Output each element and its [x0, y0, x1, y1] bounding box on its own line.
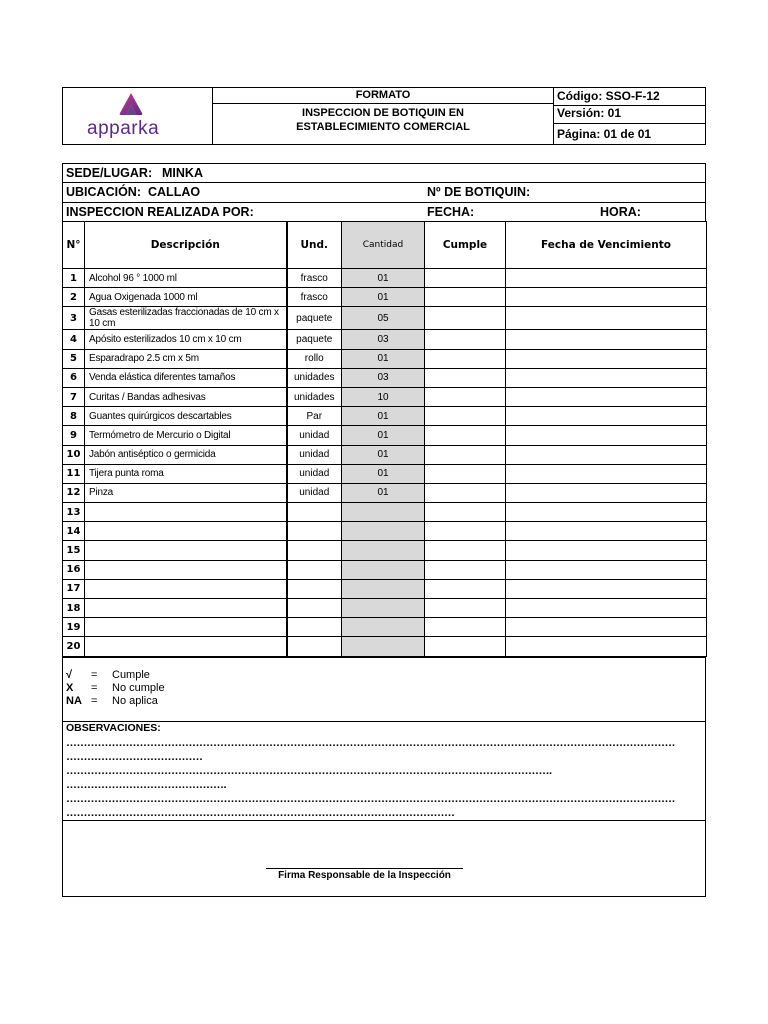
- row-number: 13: [63, 503, 85, 522]
- col-header-number: N°: [63, 222, 85, 269]
- table-row: [63, 560, 707, 579]
- row-quantity: [342, 599, 425, 618]
- row-number: 9: [63, 426, 85, 445]
- row-unit: unidad: [287, 483, 342, 502]
- row-expiry-date[interactable]: [506, 368, 707, 387]
- col-header-quantity: Cantidad: [342, 222, 425, 269]
- row-expiry-date[interactable]: [506, 579, 707, 598]
- row-expiry-date[interactable]: [506, 407, 707, 426]
- logo-text: apparka: [87, 118, 160, 139]
- row-unit: [287, 503, 342, 522]
- row-expiry-date[interactable]: [506, 269, 707, 288]
- row-expiry-date[interactable]: [506, 503, 707, 522]
- row-complies[interactable]: [425, 307, 506, 330]
- row-description: [85, 560, 287, 579]
- observations-lines: [66, 737, 702, 821]
- row-description: [85, 579, 287, 598]
- row-quantity: 03: [342, 368, 425, 387]
- row-complies[interactable]: [425, 368, 506, 387]
- row-complies[interactable]: [425, 407, 506, 426]
- row-expiry-date[interactable]: [506, 330, 707, 349]
- divider: [63, 820, 705, 821]
- row-description: Termómetro de Mercurio o Digital: [85, 426, 287, 445]
- row-number: 12: [63, 483, 85, 502]
- row-unit: [287, 599, 342, 618]
- divider: [63, 182, 705, 183]
- table-row: [63, 618, 707, 637]
- apparka-logo-icon: [116, 91, 146, 117]
- observation-line[interactable]: ……………………………………….: [66, 779, 227, 791]
- doc-page: Página: 01 de 01: [557, 127, 652, 141]
- hora-label: HORA:: [600, 205, 641, 219]
- divider: [63, 202, 705, 203]
- table-row: [63, 483, 707, 502]
- row-description: [85, 599, 287, 618]
- row-complies[interactable]: [425, 330, 506, 349]
- row-description: Gasas esterilizadas fraccionadas de 10 cm x 10 cm: [85, 307, 287, 330]
- row-complies[interactable]: [425, 464, 506, 483]
- row-number: 20: [63, 637, 85, 656]
- row-quantity: 01: [342, 269, 425, 288]
- footer-block: [62, 657, 706, 897]
- row-number: 2: [63, 288, 85, 307]
- doc-title: [213, 106, 553, 134]
- col-header-expiry: Fecha de Vencimiento: [506, 222, 707, 269]
- row-expiry-date[interactable]: [506, 637, 707, 656]
- row-number: 15: [63, 541, 85, 560]
- row-unit: [287, 522, 342, 541]
- row-expiry-date[interactable]: [506, 387, 707, 406]
- table-row: [63, 288, 707, 307]
- row-complies[interactable]: [425, 288, 506, 307]
- sede-label: SEDE/LUGAR:: [66, 166, 153, 180]
- row-expiry-date[interactable]: [506, 560, 707, 579]
- row-description: [85, 503, 287, 522]
- col-header-complies: Cumple: [425, 222, 506, 269]
- row-quantity: [342, 522, 425, 541]
- table-row: [63, 599, 707, 618]
- row-unit: paquete: [287, 307, 342, 330]
- row-complies[interactable]: [425, 541, 506, 560]
- row-complies[interactable]: [425, 579, 506, 598]
- row-complies[interactable]: [425, 445, 506, 464]
- row-description: [85, 637, 287, 656]
- row-complies[interactable]: [425, 560, 506, 579]
- table-row: [63, 407, 707, 426]
- legend-text: Cumple: [112, 669, 150, 681]
- table-row: [63, 269, 707, 288]
- row-expiry-date[interactable]: [506, 464, 707, 483]
- row-description: Jabón antiséptico o germicida: [85, 445, 287, 464]
- row-description: Tijera punta roma: [85, 464, 287, 483]
- table-row: [63, 426, 707, 445]
- row-unit: Par: [287, 407, 342, 426]
- row-number: 14: [63, 522, 85, 541]
- table-row: [63, 579, 707, 598]
- inspeccion-label: INSPECCION REALIZADA POR:: [66, 205, 254, 219]
- row-complies[interactable]: [425, 387, 506, 406]
- legend-equals: =: [91, 682, 98, 694]
- row-number: 7: [63, 387, 85, 406]
- row-quantity: 01: [342, 407, 425, 426]
- row-quantity: [342, 579, 425, 598]
- col-header-description: Descripción: [85, 222, 287, 269]
- row-number: 8: [63, 407, 85, 426]
- format-label: FORMATO: [213, 88, 553, 104]
- document-header: [62, 87, 706, 145]
- row-unit: [287, 579, 342, 598]
- row-unit: frasco: [287, 288, 342, 307]
- observation-line[interactable]: …………………………………………………………………………………………………: [66, 807, 455, 819]
- doc-title-line1: INSPECCION DE BOTIQUIN EN: [302, 107, 464, 119]
- row-expiry-date[interactable]: [506, 426, 707, 445]
- row-description: [85, 541, 287, 560]
- row-description: Apósito esterilizados 10 cm x 10 cm: [85, 330, 287, 349]
- row-complies[interactable]: [425, 618, 506, 637]
- items-table: [62, 221, 707, 657]
- table-row: [63, 330, 707, 349]
- row-number: 3: [63, 307, 85, 330]
- table-row: [63, 522, 707, 541]
- row-quantity: 10: [342, 387, 425, 406]
- row-unit: paquete: [287, 330, 342, 349]
- row-number: 10: [63, 445, 85, 464]
- row-quantity: 01: [342, 426, 425, 445]
- row-quantity: 03: [342, 330, 425, 349]
- row-quantity: [342, 541, 425, 560]
- table-row: [63, 503, 707, 522]
- legend-equals: =: [91, 695, 98, 707]
- sede-value: MINKA: [162, 166, 203, 180]
- table-row: [63, 445, 707, 464]
- row-quantity: [342, 637, 425, 656]
- row-expiry-date[interactable]: [506, 483, 707, 502]
- observation-line[interactable]: …………………………………………………………………………………………………………………………………………………………: [66, 793, 675, 805]
- row-unit: unidad: [287, 426, 342, 445]
- row-number: 1: [63, 269, 85, 288]
- botiquin-label: Nº DE BOTIQUIN:: [427, 185, 531, 199]
- row-expiry-date[interactable]: [506, 599, 707, 618]
- row-complies[interactable]: [425, 349, 506, 368]
- row-unit: [287, 541, 342, 560]
- row-unit: [287, 560, 342, 579]
- row-description: [85, 618, 287, 637]
- row-expiry-date[interactable]: [506, 522, 707, 541]
- table-row: [63, 349, 707, 368]
- observations-label: OBSERVACIONES:: [66, 722, 161, 734]
- table-row: [63, 307, 707, 330]
- row-unit: unidad: [287, 464, 342, 483]
- observation-line[interactable]: ………………………………………………………………………………………………………………………….: [66, 765, 552, 777]
- info-block: [62, 163, 706, 222]
- table-row: [63, 387, 707, 406]
- row-description: Alcohol 96 ° 1000 ml: [85, 269, 287, 288]
- row-number: 4: [63, 330, 85, 349]
- legend-symbol: NA: [66, 695, 82, 707]
- legend-symbol: √: [66, 669, 73, 681]
- row-expiry-date[interactable]: [506, 541, 707, 560]
- row-complies[interactable]: [425, 483, 506, 502]
- row-number: 5: [63, 349, 85, 368]
- row-expiry-date[interactable]: [506, 349, 707, 368]
- row-complies[interactable]: [425, 426, 506, 445]
- table-row: [63, 541, 707, 560]
- row-description: [85, 522, 287, 541]
- row-expiry-date[interactable]: [506, 445, 707, 464]
- row-description: Agua Oxigenada 1000 ml: [85, 288, 287, 307]
- observation-line[interactable]: …………………………………………………………………………………………………………………………………………………………: [66, 737, 675, 749]
- row-quantity: 01: [342, 464, 425, 483]
- table-row: [63, 637, 707, 656]
- signature-line: [266, 868, 463, 869]
- row-quantity: 01: [342, 445, 425, 464]
- table-header-row: [63, 222, 707, 269]
- row-quantity: [342, 618, 425, 637]
- row-quantity: 05: [342, 307, 425, 330]
- legend-text: No cumple: [112, 682, 165, 694]
- row-description: Curitas / Bandas adhesivas: [85, 387, 287, 406]
- row-unit: [287, 618, 342, 637]
- row-unit: unidad: [287, 445, 342, 464]
- row-unit: [287, 637, 342, 656]
- legend-equals: =: [91, 669, 98, 681]
- row-number: 16: [63, 560, 85, 579]
- row-complies[interactable]: [425, 522, 506, 541]
- row-expiry-date[interactable]: [506, 307, 707, 330]
- row-complies[interactable]: [425, 503, 506, 522]
- row-complies[interactable]: [425, 637, 506, 656]
- row-quantity: 01: [342, 349, 425, 368]
- table-row: [63, 368, 707, 387]
- row-quantity: 01: [342, 483, 425, 502]
- signature-label: Firma Responsable de la Inspección: [278, 870, 451, 881]
- items-body: [63, 269, 707, 657]
- fecha-label: FECHA:: [427, 205, 475, 219]
- row-description: Pinza: [85, 483, 287, 502]
- doc-code: Código: SSO-F-12: [554, 88, 706, 106]
- logo-cell: [63, 88, 213, 144]
- table-row: [63, 464, 707, 483]
- observation-line[interactable]: …………………………………: [66, 751, 203, 763]
- row-unit: unidades: [287, 387, 342, 406]
- doc-version: Versión: 01: [554, 106, 706, 124]
- row-unit: unidades: [287, 368, 342, 387]
- row-complies[interactable]: [425, 269, 506, 288]
- row-quantity: [342, 560, 425, 579]
- ubicacion-label: UBICACIÓN:: [66, 185, 141, 199]
- row-quantity: 01: [342, 288, 425, 307]
- row-number: 17: [63, 579, 85, 598]
- row-unit: rollo: [287, 349, 342, 368]
- row-description: Venda elástica diferentes tamaños: [85, 368, 287, 387]
- row-description: Esparadrapo 2.5 cm x 5m: [85, 349, 287, 368]
- col-header-unit: Und.: [287, 222, 342, 269]
- row-number: 6: [63, 368, 85, 387]
- row-description: Guantes quirúrgicos descartables: [85, 407, 287, 426]
- row-complies[interactable]: [425, 599, 506, 618]
- row-unit: frasco: [287, 269, 342, 288]
- legend-symbol: X: [66, 682, 74, 694]
- row-number: 19: [63, 618, 85, 637]
- row-expiry-date[interactable]: [506, 288, 707, 307]
- ubicacion-value: CALLAO: [148, 185, 201, 199]
- row-expiry-date[interactable]: [506, 618, 707, 637]
- row-number: 11: [63, 464, 85, 483]
- row-quantity: [342, 503, 425, 522]
- row-number: 18: [63, 599, 85, 618]
- legend-text: No aplica: [112, 695, 158, 707]
- doc-title-line2: ESTABLECIMIENTO COMERCIAL: [296, 121, 470, 133]
- code-cell: [553, 88, 705, 144]
